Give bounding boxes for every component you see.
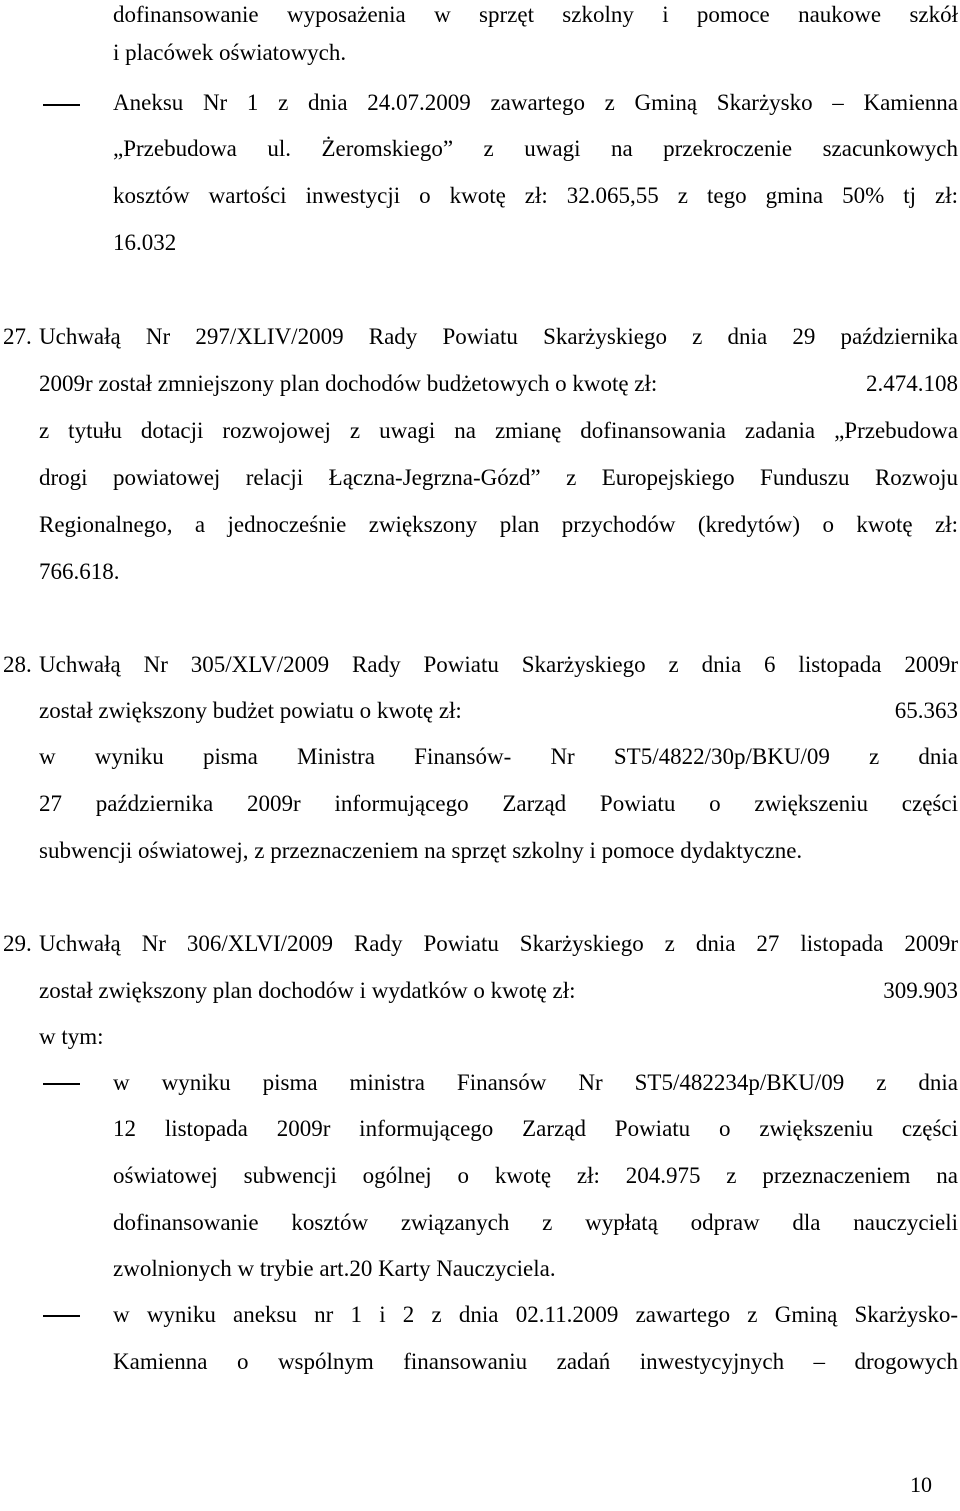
text-line: został zwiększony budżet powiatu o kwotę zł: xyxy=(39,698,462,723)
text-line: Uchwałą Nr 297/XLIV/2009 Rady Powiatu Skarżyskiego z dnia 29 października xyxy=(39,324,958,349)
text-line: w wyniku pisma ministra Finansów Nr ST5/482234p/BKU/09 z dnia xyxy=(113,1070,958,1095)
text-line: w wyniku pisma Ministra Finansów- Nr ST5/4822/30p/BKU/09 z dnia xyxy=(39,744,958,769)
text-line: w tym: xyxy=(39,1024,104,1049)
text-line: został zwiększony plan dochodów i wydatków o kwotę zł: xyxy=(39,978,576,1003)
amount-value: 2.474.108 xyxy=(866,371,958,396)
text-line: 2009r został zmniejszony plan dochodów budżetowych o kwotę zł: xyxy=(39,371,658,396)
text-line: z tytułu dotacji rozwojowej z uwagi na zmianę dofinansowania zadania „Przebudowa xyxy=(39,418,958,443)
item-number: 29. xyxy=(3,931,32,956)
text-line: oświatowej subwencji ogólnej o kwotę zł: 204.975 z przeznaczeniem na xyxy=(113,1163,958,1188)
text-line: Uchwałą Nr 305/XLV/2009 Rady Powiatu Skarżyskiego z dnia 6 listopada 2009r xyxy=(39,652,958,677)
amount-value: 309.903 xyxy=(883,978,958,1003)
text-line: w wyniku aneksu nr 1 i 2 z dnia 02.11.2009 zawartego z Gminą Skarżysko- xyxy=(113,1302,958,1327)
text-line: kosztów wartości inwestycji o kwotę zł: 32.065,55 z tego gmina 50% tj zł: xyxy=(113,183,958,208)
text-line: „Przebudowa ul. Żeromskiego” z uwagi na przekroczenie szacunkowych xyxy=(113,136,958,161)
text-line: drogi powiatowej relacji Łączna-Jegrzna-Gózd” z Europejskiego Funduszu Rozwoju xyxy=(39,465,958,490)
item-number: 28. xyxy=(3,652,32,677)
dash-bullet xyxy=(43,1315,80,1317)
text-line: 27 października 2009r informującego Zarząd Powiatu o zwiększeniu części xyxy=(39,791,958,816)
amount-value: 65.363 xyxy=(894,698,958,723)
text-line: 766.618. xyxy=(39,559,120,584)
text-line: Uchwałą Nr 306/XLVI/2009 Rady Powiatu Skarżyskiego z dnia 27 listopada 2009r xyxy=(39,931,958,956)
text-line: i placówek oświatowych. xyxy=(113,40,347,65)
dash-bullet xyxy=(43,104,80,106)
text-line: 12 listopada 2009r informującego Zarząd Powiatu o zwiększeniu części xyxy=(113,1116,958,1141)
text-line: zwolnionych w trybie art.20 Karty Nauczyciela. xyxy=(113,1256,556,1281)
text-line: Regionalnego, a jednocześnie zwiększony plan przychodów (kredytów) o kwotę zł: xyxy=(39,512,958,537)
text-line: Kamienna o wspólnym finansowaniu zadań inwestycyjnych – drogowych xyxy=(113,1349,958,1374)
dash-bullet xyxy=(43,1083,80,1085)
text-line: dofinansowanie wyposażenia w sprzęt szkolny i pomoce naukowe szkół xyxy=(113,2,958,27)
text-line: dofinansowanie kosztów związanych z wypłatą odpraw dla nauczycieli xyxy=(113,1210,958,1235)
item-number: 27. xyxy=(3,324,32,349)
text-line: 16.032 xyxy=(113,230,177,255)
text-line: subwencji oświatowej, z przeznaczeniem na sprzęt szkolny i pomoce dydaktyczne. xyxy=(39,838,803,863)
page-number: 10 xyxy=(910,1472,932,1497)
text-line: Aneksu Nr 1 z dnia 24.07.2009 zawartego z Gminą Skarżysko – Kamienna xyxy=(113,90,958,115)
